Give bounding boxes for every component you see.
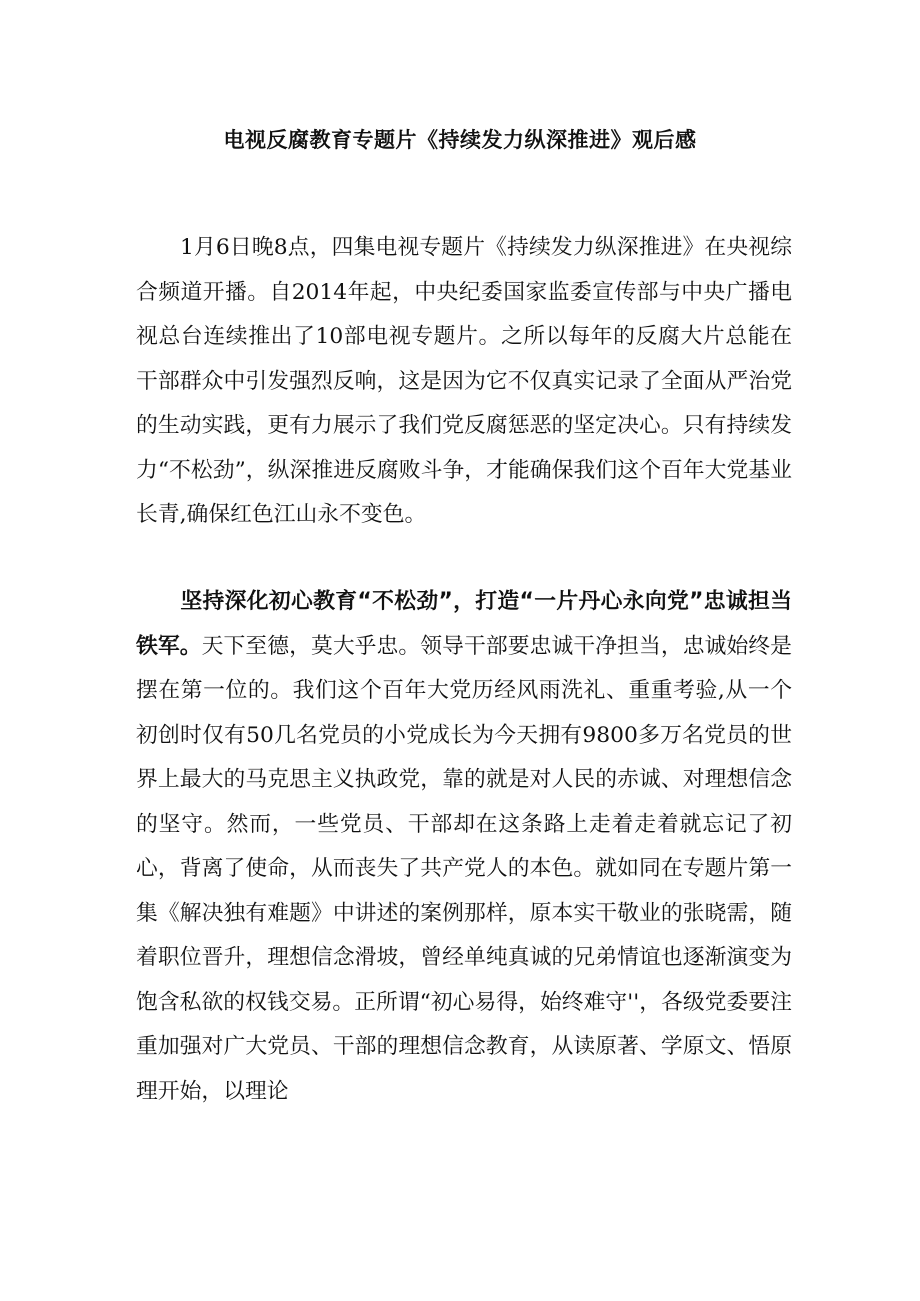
section-heading-lead: 坚持深化初心教育“不松劲”，打造“一片丹心永向党”忠诚担当铁军。 <box>136 589 792 659</box>
paragraph-section-1 <box>136 580 792 1114</box>
paragraph-intro <box>136 226 792 538</box>
paragraph-intro-text: 1月6日晚8点，四集电视专题片《持续发力纵深推进》在央视综合频道开播。自2014年起，中央纪委国家监委宣传部与中央广播电视总台连续推出了10部电视专题片。之所以每年的反腐大片总能在干部群众中引发强烈反响，这是因为它不仅真实记录了全面从严治党的生动实践，更有力展示了我们党反腐惩恶的坚定决心。只有持续发力“不松劲”，纵深推进反腐败斗争，才能确保我们这个百年大党基业长青,确保红色江山永不变色。 <box>136 235 792 527</box>
document-title: 电视反腐教育专题片《持续发力纵深推进》观后感 <box>223 128 697 152</box>
paragraph-section-1-text: 天下至德，莫大乎忠。领导干部要忠诚干净担当，忠诚始终是摆在第一位的。我们这个百年大党历经风雨洗礼、重重考验,从一个初创时仅有50几名党员的小党成长为今天拥有9800多万名党员的世界上最大的马克思主义执政党，靠的就是对人民的赤诚、对理想信念的坚守。然而，一些党员、干部却在这条路上走着走着就忘记了初心，背离了使命，从而丧失了共产党人的本色。就如同在专题片第一集《解决独有难题》中讲述的案例那样，原本实干敬业的张晓需，随着职位晋升，理想信念滑坡，曾经单纯真诚的兄弟情谊也逐渐演变为饱含私欲的权钱交易。正所谓“初心易得，始终难守''，各级党委要注重加强对广大党员、干部的理想信念教育，从读原著、学原文、悟原理开始，以理论 <box>136 633 792 1104</box>
